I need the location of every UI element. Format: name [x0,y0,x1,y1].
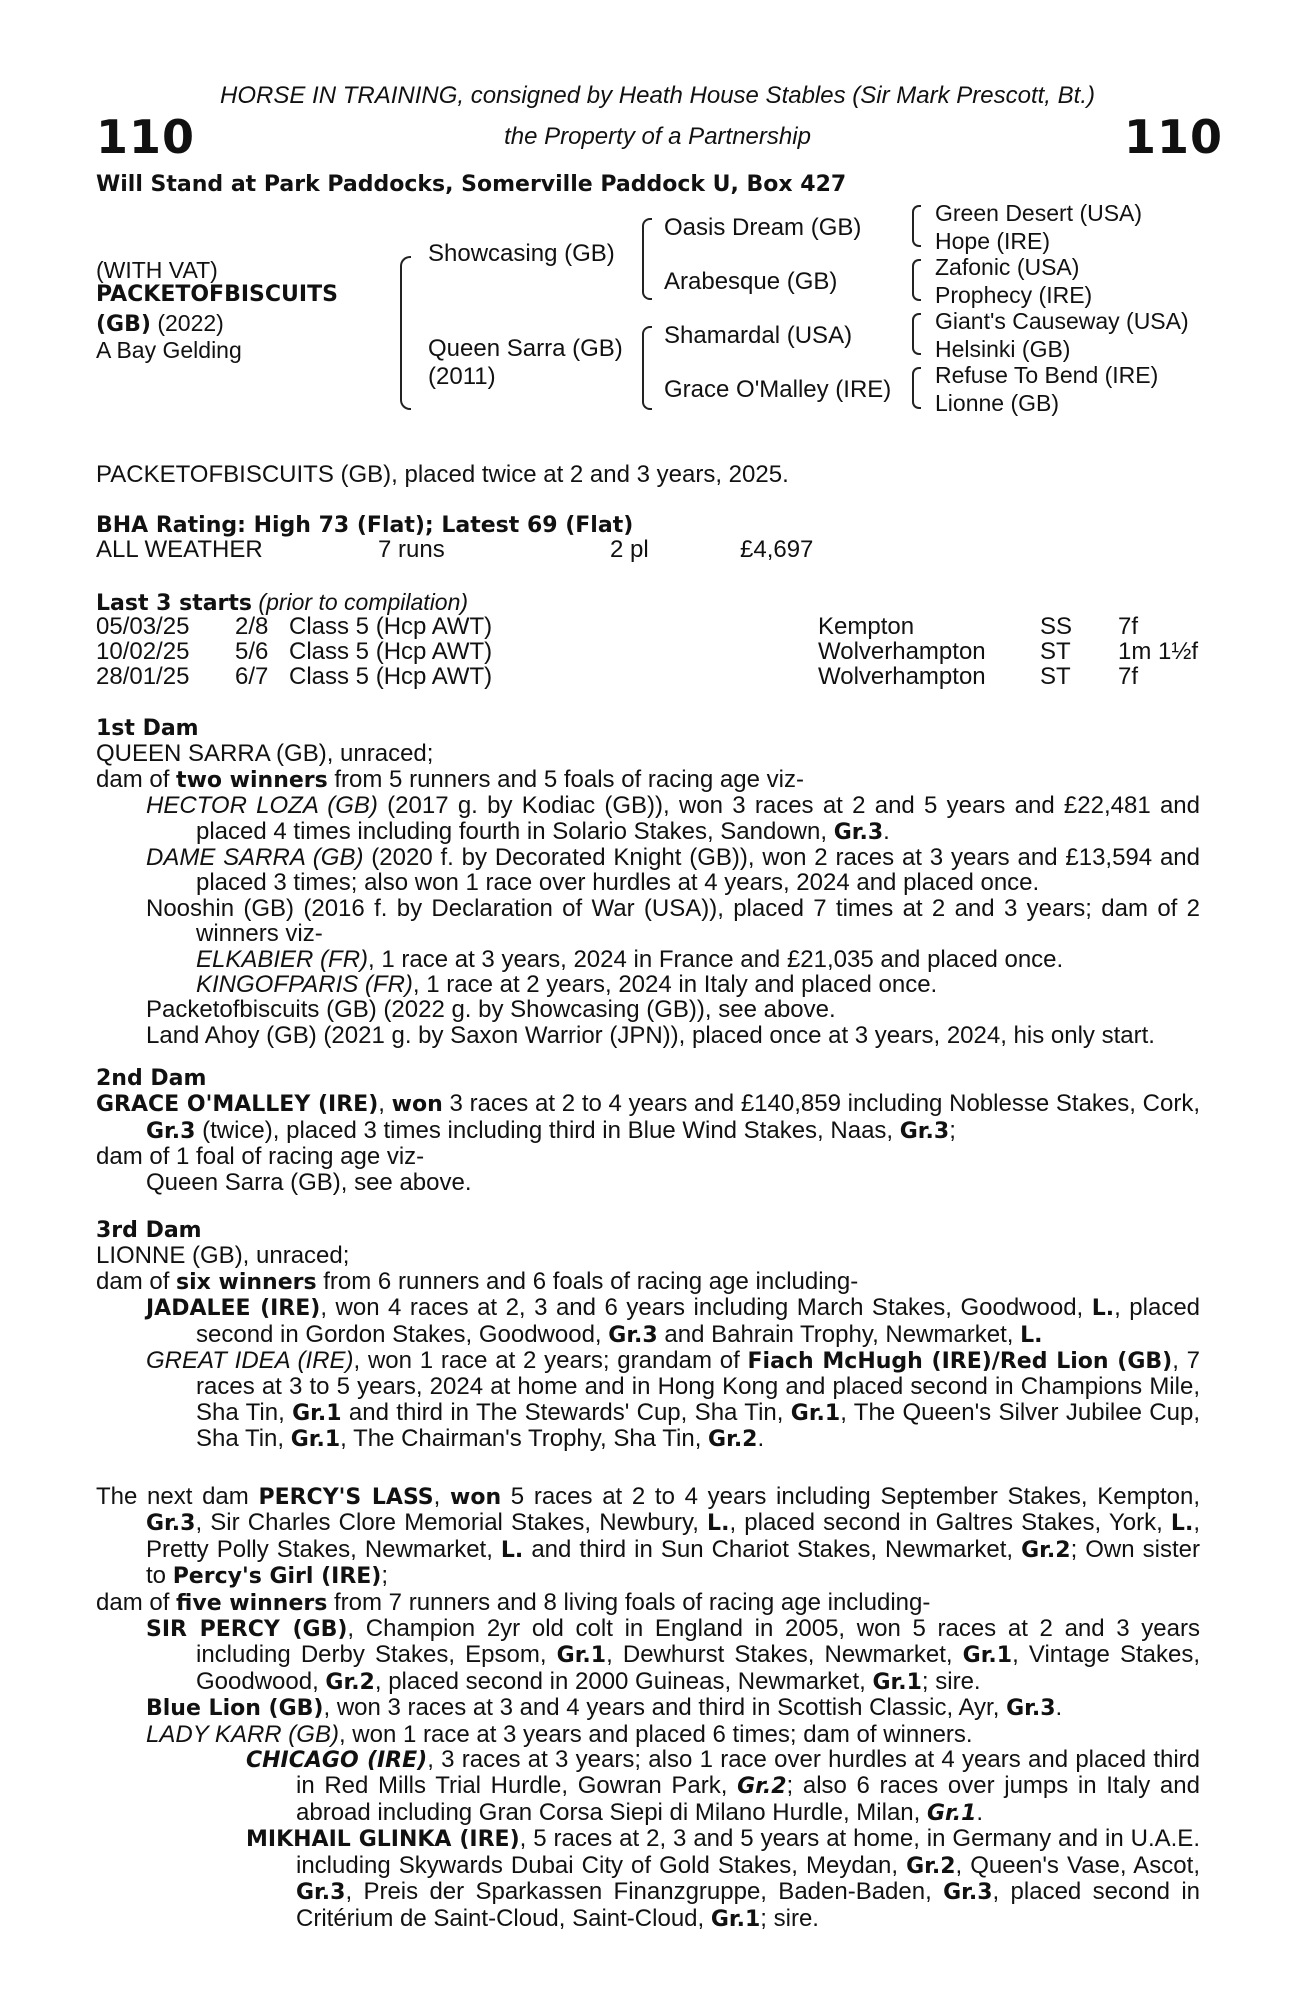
start-distance: 1m 1½f [1118,638,1199,665]
grandparent-8: Lionne (GB) [935,390,1060,416]
list-item: Blue Lion (GB), won 3 races at 3 and 4 years and third in Scottish Classic, Ayr, Gr.3. [146,1694,1063,1722]
property-line: the Property of a Partnership [504,123,811,150]
list-item: Packetofbiscuits (GB) (2022 g. by Showcasing (GB)), see above. [146,996,836,1024]
sire-name: Showcasing (GB) [428,240,615,267]
horse-name: PACKETOFBISCUITS [96,282,338,307]
horse-origin-year [96,310,224,337]
list-item: SIR PERCY (GB), Champion 2yr old colt in England in 2005, won 5 races at 2 and 3 years including Derby Stakes, Epsom, Gr.1, Dewhurst Stakes, Newmarket, Gr.1, Vintage Stakes, Goodwood, Gr.2, placed second in 2000 Guineas, Newmarket, Gr.1; sire. [146,1615,1201,1695]
start-course: Wolverhampton [818,663,986,690]
start-date: 28/01/25 [96,663,190,690]
list-item: CHICAGO (IRE), 3 races at 3 years; also 1 race over hurdles at 4 years and placed third in Red Mills Trial Hurdle, Gowran Park, Gr.2; also 6 races over jumps in Italy and abroad including Gran Corsa Siepi di Milano Hurdle, Milan, Gr.1. [246,1746,1201,1826]
last-starts-heading [96,589,468,616]
start-class: Class 5 (Hcp AWT) [289,638,493,665]
last-starts-title: Last 3 starts [96,591,253,616]
second-dam-record: GRACE O'MALLEY (IRE), won 3 races at 2 to 4 years and £140,859 including Noblesse Stakes, Cork, Gr.3 (twice), placed 3 times including third in Blue Wind Stakes, Naas, Gr.3; [96,1090,1201,1144]
start-going: ST [1040,663,1071,690]
runs-count: 7 runs [378,536,445,563]
next-dam-record: The next dam PERCY'S LASS, won 5 races at 2 to 4 years including September Stakes, Kempton, Gr.3, Sir Charles Clore Memorial Stakes, Newbury, L., placed second in Galtres Stakes, York, L., Pretty Polly Stakes, Newmarket, L. and third in Sun Chariot Stakes, Newmarket, Gr.2; Own sister to Percy's Girl (IRE); [96,1483,1200,1590]
surface-label: ALL WEATHER [96,536,263,563]
start-distance: 7f [1118,613,1139,640]
start-course: Kempton [818,613,915,640]
grandparent-2: Hope (IRE) [935,228,1051,254]
list-item: KINGOFPARIS (FR), 1 race at 2 years, 2024 in Italy and placed once. [196,971,938,999]
start-date: 10/02/25 [96,638,190,665]
grandparent-1: Green Desert (USA) [935,200,1143,226]
list-item: DAME SARRA (GB) (2020 f. by Decorated Knight (GB)), won 2 races at 3 years and £13,594 and placed 3 times; also won 1 race over hurdles at 4 years, 2024 and placed once. [146,844,1200,897]
earnings: £4,697 [740,536,814,563]
dam-sire: Shamardal (USA) [664,322,853,349]
consignor-line: HORSE IN TRAINING, consigned by Heath House Stables (Sir Mark Prescott, Bt.) [220,82,1095,109]
list-item: GREAT IDEA (IRE), won 1 race at 2 years; grandam of Fiach McHugh (IRE)/Red Lion (GB), 7 races at 3 to 5 years, 2024 at home and in Hong Kong and placed second in Champions Mile, Sha Tin, Gr.1 and third in The Stewards' Cup, Sha Tin, Gr.1, The Queen's Silver Jubilee Cup, Sha Tin, Gr.1, The Chairman's Trophy, Sha Tin, Gr.2. [146,1347,1200,1453]
second-dam-produce-line: dam of 1 foal of racing age viz- [96,1143,425,1171]
list-item: Queen Sarra (GB), see above. [146,1168,472,1196]
third-dam-line: LIONNE (GB), unraced; [96,1242,350,1270]
lot-number-right: 110 [1124,110,1224,164]
pedigree-brace-main [400,256,411,410]
grandparent-7: Refuse To Bend (IRE) [935,362,1159,388]
start-distance: 7f [1118,663,1139,690]
second-dam-section [96,1066,1200,1195]
first-dam-produce-line: dam of two winners from 5 runners and 5 foals of racing age viz- [96,765,804,793]
start-course: Wolverhampton [818,638,986,665]
sire-sire: Oasis Dream (GB) [664,214,862,241]
second-dam-title: 2nd Dam [96,1066,207,1091]
pedigree-brace-g1 [912,205,921,247]
sire-dam: Arabesque (GB) [664,268,838,295]
last-starts-note: (prior to compilation) [258,589,469,615]
start-position: 5/6 [235,638,269,665]
list-item: Nooshin (GB) (2016 f. by Declaration of War (USA)), placed 7 times at 2 and 3 years; dam of 2 winners viz- [146,894,1200,948]
pedigree-brace-g2 [912,259,921,301]
start-class: Class 5 (Hcp AWT) [289,613,493,640]
start-position: 6/7 [235,663,269,690]
list-item: Land Ahoy (GB) (2021 g. by Saxon Warrior (JPN)), placed once at 3 years, 2024, his only start. [146,1021,1155,1049]
dam-dam: Grace O'Malley (IRE) [664,376,892,403]
horse-description: A Bay Gelding [96,337,242,363]
start-class: Class 5 (Hcp AWT) [289,663,493,690]
list-item: JADALEE (IRE), won 4 races at 2, 3 and 6 years including March Stakes, Goodwood, L., placed second in Gordon Stakes, Goodwood, Gr.3 and Bahrain Trophy, Newmarket, L. [146,1294,1201,1348]
grandparent-4: Prophecy (IRE) [935,282,1093,308]
location-line: Will Stand at Park Paddocks, Somerville Paddock U, Box 427 [96,172,847,197]
pedigree-brace-sire [642,218,652,300]
dam-year: (2011) [428,363,496,390]
list-item: LADY KARR (GB), won 1 race at 3 years and placed 6 times; dam of winners. [146,1720,973,1748]
pedigree-brace-g4 [912,367,921,409]
bha-rating: BHA Rating: High 73 (Flat); Latest 69 (Flat) [96,513,634,538]
dam-name: Queen Sarra (GB) [428,335,623,362]
start-date: 05/03/25 [96,613,190,640]
first-dam-line: QUEEN SARRA (GB), unraced; [96,740,434,768]
grandparent-5: Giant's Causeway (USA) [935,308,1189,334]
start-position: 2/8 [235,613,269,640]
first-dam-section [96,716,1200,1048]
start-going: SS [1040,613,1073,640]
vat-label: (WITH VAT) [96,257,218,283]
horse-origin: (GB) [96,312,151,337]
placed-count: 2 pl [610,536,649,563]
pedigree-brace-dam [642,326,652,410]
next-dam-produce-line: dam of five winners from 7 runners and 8 living foals of racing age including- [96,1588,931,1616]
third-dam-title: 3rd Dam [96,1218,202,1243]
horse-year: (2022) [157,310,224,336]
pedigree-brace-g3 [912,313,921,355]
list-item: ELKABIER (FR), 1 race at 3 years, 2024 in France and £21,035 and placed once. [196,945,1064,973]
lot-number-left: 110 [96,110,196,164]
grandparent-6: Helsinki (GB) [935,336,1071,362]
grandparent-3: Zafonic (USA) [935,254,1080,280]
third-dam-produce-line: dam of six winners from 6 runners and 6 foals of racing age including- [96,1267,859,1295]
list-item: MIKHAIL GLINKA (IRE), 5 races at 2, 3 and 5 years at home, in Germany and in U.A.E. including Skywards Dubai City of Gold Stakes, Meydan, Gr.2, Queen's Vase, Ascot, Gr.3, Preis der Sparkassen Finanzgruppe, Baden-Baden, Gr.3, placed second in Critérium de Saint-Cloud, Saint-Cloud, Gr.1; sire. [246,1825,1201,1932]
start-going: ST [1040,638,1071,665]
third-dam-section [96,1218,1200,1453]
list-item: HECTOR LOZA (GB) (2017 g. by Kodiac (GB)), won 3 races at 2 and 5 years and £22,481 and placed 4 times including fourth in Solario Stakes, Sandown, Gr.3. [146,792,1200,845]
next-dam-section [96,1484,1200,1932]
race-summary: PACKETOFBISCUITS (GB), placed twice at 2 and 3 years, 2025. [96,461,789,488]
first-dam-title: 1st Dam [96,716,199,741]
